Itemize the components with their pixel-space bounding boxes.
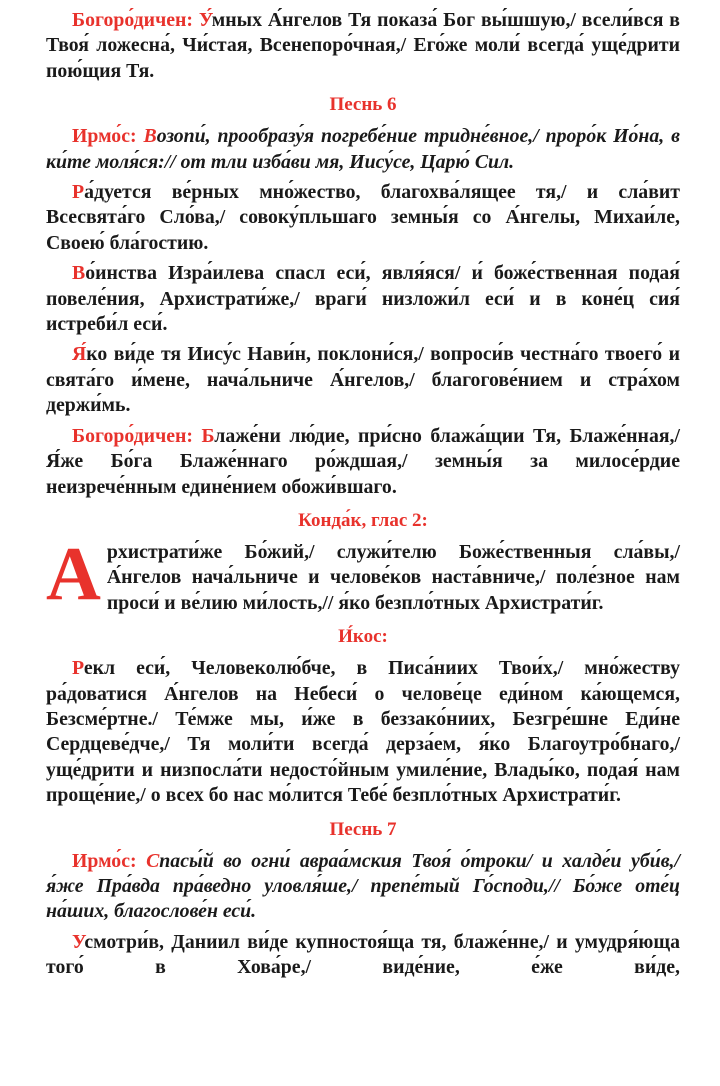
section-heading-song-6: Песнь 6 (329, 94, 397, 116)
initial-letter: С (146, 849, 160, 872)
troparion-paragraph (46, 930, 680, 981)
paragraph-text: мных А́нгелов Тя показа́ Бог вы́шшую,/ всели́вся в Твоя́ ложесна́, Чи́стая, Всенепоро́чная,/ Его́же моли́ всегда́ уще́дрити пою́щия Тя. (46, 9, 680, 82)
irmos-paragraph (46, 124, 680, 175)
ikos-paragraph (46, 656, 680, 808)
section-heading-song-7: Песнь 7 (329, 818, 397, 840)
troparion-paragraph (46, 261, 680, 337)
bogorodichen-label: Богоро́дичен: (72, 9, 199, 31)
initial-letter: В (143, 125, 157, 148)
troparion-paragraph (46, 180, 680, 256)
paragraph-text: екл еси́, Человеколю́бче, в Писа́ниих Твои́х,/ мно́жеству ра́доватися А́нгелов на Небеси́ о челове́це еди́ном ка́ющемся, Безсме́ртне./ Те́мже мы, и́же в беззако́ниих, Безгре́шне Еди́не Сердцеве́дче,/ Тя моли́ти всегда́ дерза́ем, я́ко Благоутро́бнаго,/ уще́дрити и низпосла́ти недосто́йным умиле́ние, Влады́ко, подая́ нам проще́ние,/ о всех бо нас мо́лится Тебе́ безпло́тных Архистрати́г. (46, 657, 680, 807)
initial-letter: У́ (198, 9, 212, 31)
page (46, 8, 680, 986)
initial-letter: Р (72, 181, 85, 204)
paragraph-text: о́инства Изра́илева спасл еси́, явля́яся/ и́ боже́ственная подая́ повеле́ния, Архистрати́же,/ враги́ низложи́л еси́ и в коне́ц сия́ истреби́л еси́. (46, 262, 680, 336)
initial-letter: Р (72, 657, 84, 680)
paragraph-text: а́дуется ве́рных мно́жество, благохва́лящее тя,/ и сла́вит Всесвята́го Сло́ва,/ совоку́пльшаго земны́я со А́нгелы, Михаи́ле, Своею́ бла́гостию. (46, 181, 680, 254)
paragraph-text: лаже́ни лю́дие, при́сно блажа́щии Тя, Блаже́нная,/ Я́же Бо́га Блаже́ннаго ро́ждшая,/ земны́я за милосе́рдие неизрече́нным едине́нием обожи́вшаго. (46, 424, 680, 498)
initial-letter: У (72, 930, 85, 953)
initial-letter: Б (201, 424, 215, 447)
bogorodichen-paragraph (46, 424, 680, 500)
paragraph-text: ко ви́де тя Иису́с Нави́н, поклони́ся,/ вопроси́в честна́го твоего́ и свята́го и́мене, нача́льниче А́нгелов,/ благогове́нием и стра́хом держи́мь. (46, 343, 680, 417)
drop-cap-letter: А (46, 531, 101, 616)
section-heading-kondak: Конда́к, глас 2: (298, 509, 428, 531)
irmos-label: Ирмо́с: (72, 849, 147, 872)
paragraph-text: смотри́в, Даниил ви́де купностоя́ща тя, блаже́нне,/ и умудря́юща того́ в Хова́ре,/ виде́ние, е́же ви́де, (46, 930, 680, 979)
paragraph-text: озопи́, прообразу́я погребе́ние тридне́вное,/ проро́к Ио́на, в ки́те моля́ся:// от тли изба́ви мя, Иису́се, Царю́ Сил. (46, 125, 680, 173)
initial-letter: В (72, 262, 86, 285)
bogorodichen-label: Богоро́дичен: (72, 424, 202, 447)
section-heading-ikos: И́кос: (338, 626, 388, 648)
kondak-paragraph (46, 531, 680, 616)
irmos-paragraph (46, 849, 680, 925)
irmos-label: Ирмо́с: (72, 125, 144, 148)
initial-letter: Я́ (72, 343, 87, 366)
paragraph-text: пасы́й во огни́ авраа́мския Твоя́ о́троки/ и халде́и уби́в,/ я́же Пра́вда пра́ведно уловля́ше,/ препе́тый Го́споди,// Бо́же оте́ц на́ших, благослове́н еси́. (46, 849, 680, 923)
troparion-paragraph (46, 342, 680, 418)
bogorodichen-paragraph (46, 8, 680, 84)
paragraph-text: рхистрати́же Бо́жий,/ служи́телю Боже́ственныя сла́вы,/ А́нгелов нача́льниче и челове́ков наста́вниче,/ поле́зное нам проси́ и ве́лию ми́лость,// я́ко безпло́тных Архистрати́г. (106, 540, 680, 614)
